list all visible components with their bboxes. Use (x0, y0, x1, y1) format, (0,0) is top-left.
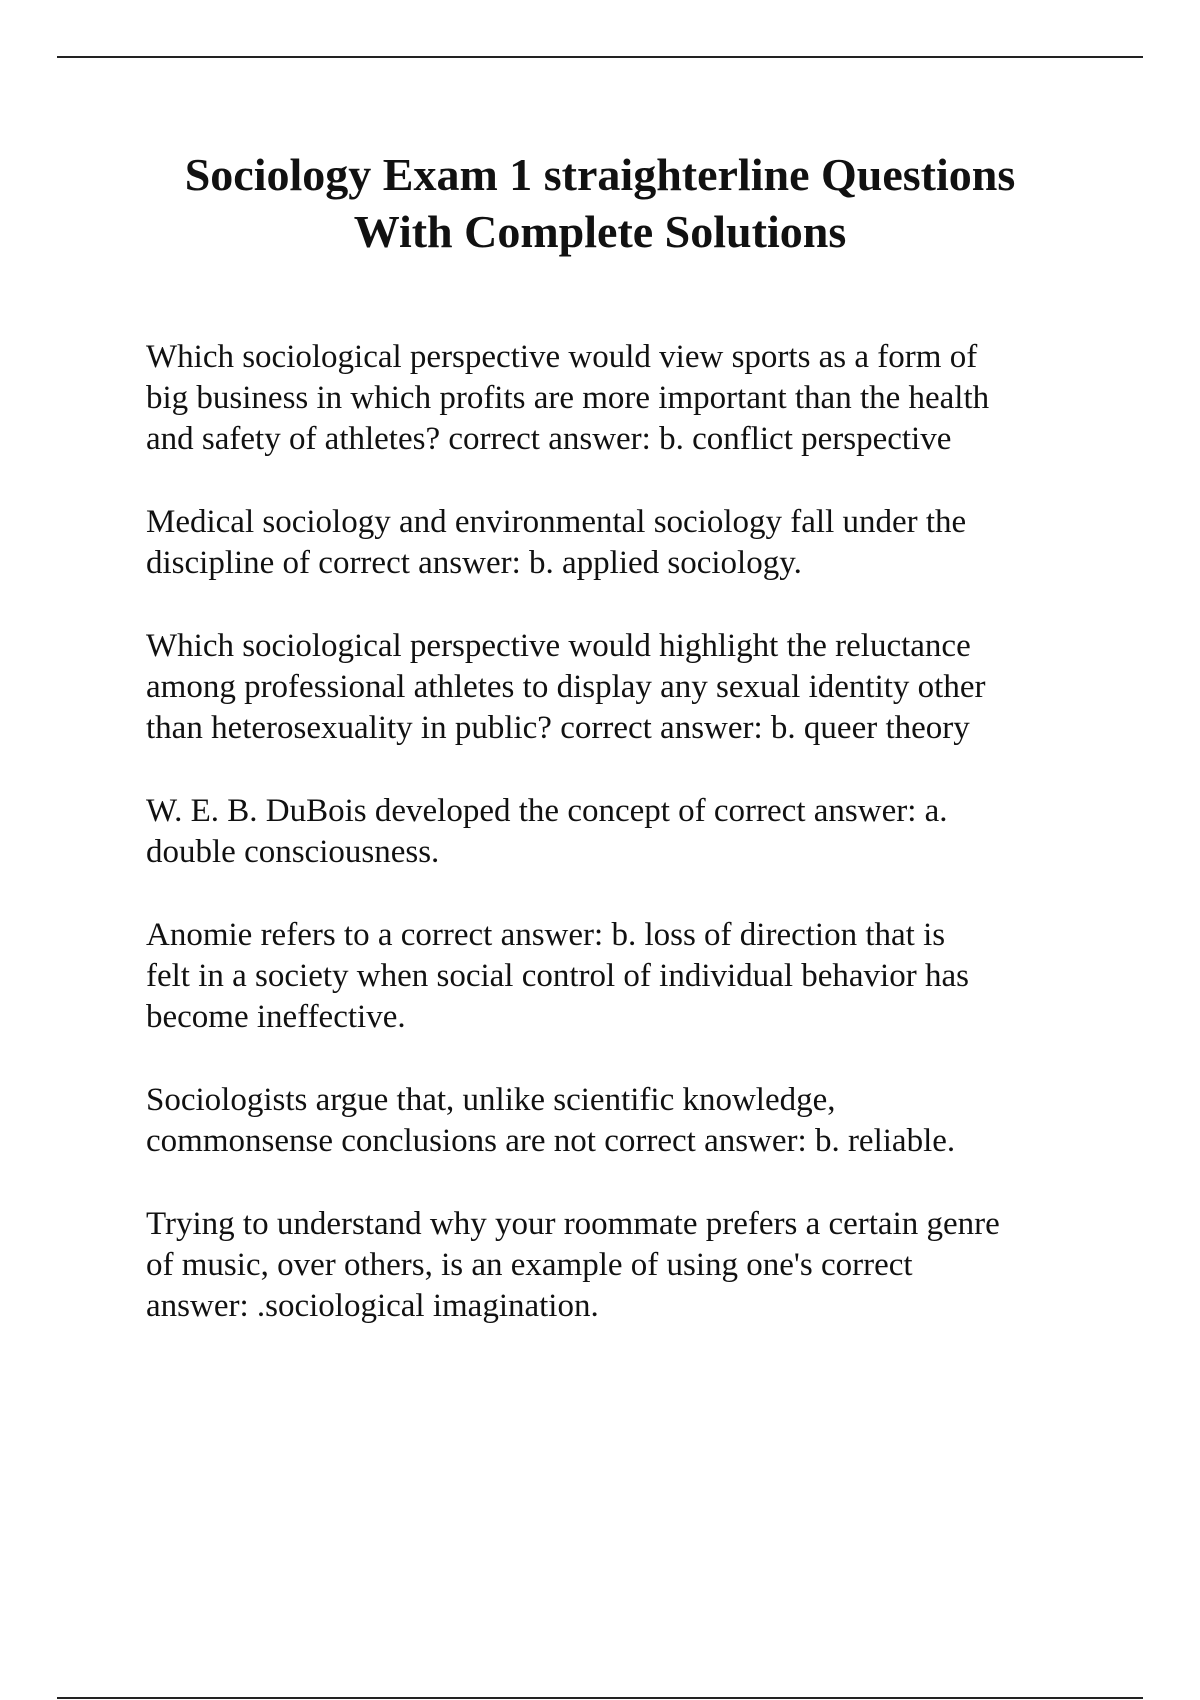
question-line: and safety of athletes? correct answer: b. conflict perspective (146, 421, 952, 457)
question-item (146, 626, 1096, 749)
question-line: felt in a society when social control of individual behavior has (146, 958, 969, 994)
question-item (146, 1204, 1096, 1327)
question-item (146, 791, 1096, 873)
question-line: Which sociological perspective would view sports as a form of (146, 339, 978, 375)
question-item (146, 337, 1096, 460)
question-line: Trying to understand why your roommate prefers a certain genre (146, 1206, 1000, 1242)
question-line: W. E. B. DuBois developed the concept of correct answer: a. (146, 793, 948, 829)
title-line-1: Sociology Exam 1 straighterline Questions (184, 149, 1016, 200)
question-line: Medical sociology and environmental sociology fall under the (146, 504, 967, 540)
bottom-rule (57, 1697, 1143, 1699)
question-item (146, 915, 1096, 1038)
question-line: Anomie refers to a correct answer: b. loss of direction that is (146, 917, 946, 953)
title-line-2: With Complete Solutions (353, 206, 847, 257)
question-item (146, 502, 1096, 584)
question-line: become ineffective. (146, 999, 406, 1035)
question-item (146, 1080, 1096, 1162)
question-line: double consciousness. (146, 834, 440, 870)
question-list (146, 337, 1096, 1369)
question-line: of music, over others, is an example of using one's correct (146, 1247, 913, 1283)
question-line: than heterosexuality in public? correct answer: b. queer theory (146, 710, 970, 746)
question-line: answer: .sociological imagination. (146, 1288, 599, 1324)
question-line: big business in which profits are more important than the health (146, 380, 990, 416)
question-line: Sociologists argue that, unlike scientific knowledge, (146, 1082, 836, 1118)
question-line: Which sociological perspective would highlight the reluctance (146, 628, 971, 664)
document-title (100, 146, 1100, 260)
question-line: commonsense conclusions are not correct answer: b. reliable. (146, 1123, 956, 1159)
top-rule (57, 56, 1143, 58)
question-line: among professional athletes to display any sexual identity other (146, 669, 986, 705)
question-line: discipline of correct answer: b. applied sociology. (146, 545, 802, 581)
